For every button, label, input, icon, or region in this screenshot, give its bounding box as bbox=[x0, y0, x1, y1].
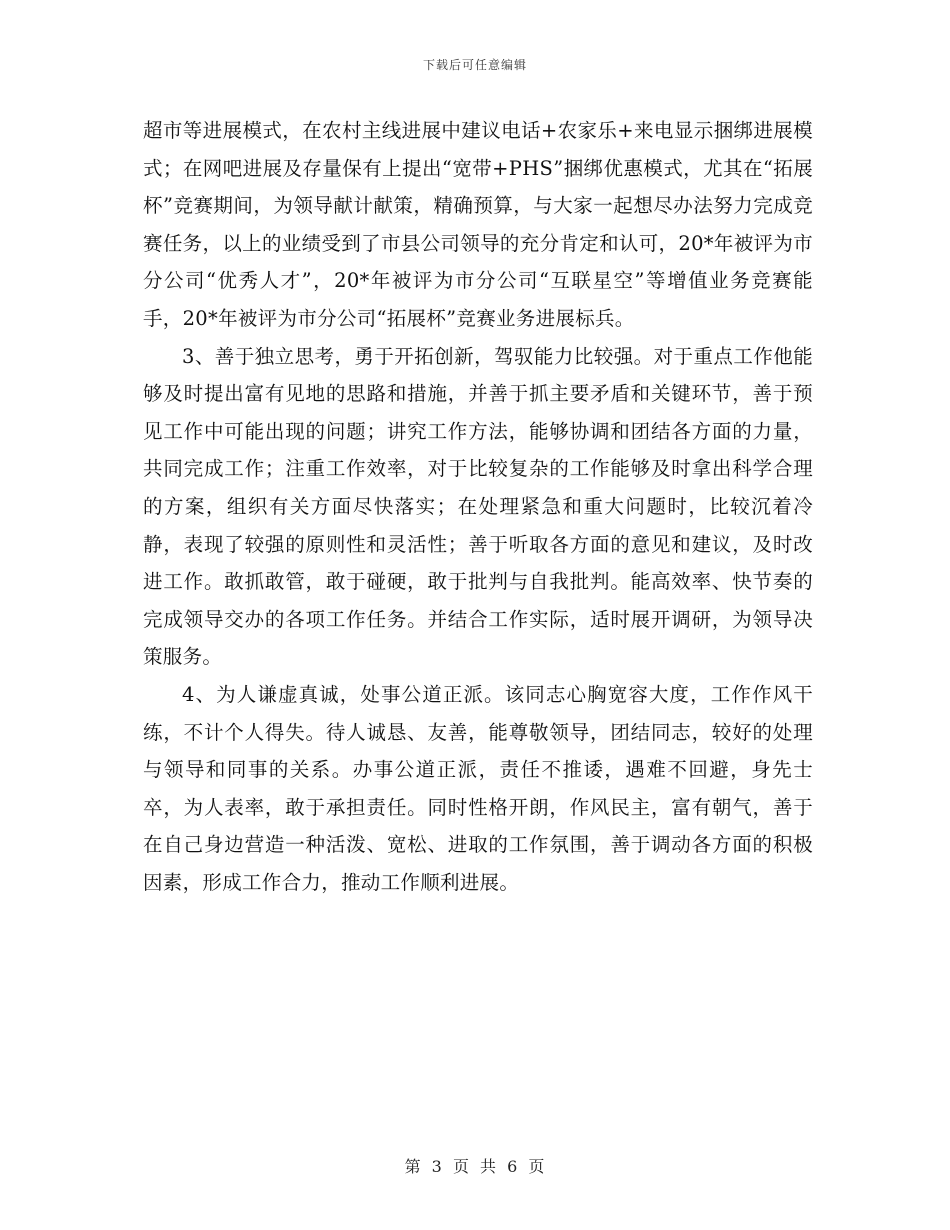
document-body bbox=[143, 112, 813, 901]
paragraph-item-4: 4、为人谦虚真诚，处事公道正派。该同志心胸宽容大度，工作作风干练，不计个人得失。待人诚恳、友善，能尊敬领导，团结同志，较好的处理与领导和同事的关系。办事公道正派，责任不推诿，遇难不回避，身先士卒，为人表率，敢于承担责任。同时性格开朗，作风民主，富有朝气，善于在自己身边营造一种活泼、宽松、进取的工作氛围，善于调动各方面的积极因素，形成工作合力，推动工作顺利进展。 bbox=[143, 682, 813, 894]
paragraph-continuation: 超市等进展模式，在农村主线进展中建议电话+农家乐+来电显示捆绑进展模式；在网吧进展及存量保有上提出“宽带+PHS”捆绑优惠模式，尤其在“拓展杯”竞赛期间，为领导献计献策，精确预算，与大家一起想尽办法努力完成竞赛任务，以上的业绩受到了市县公司领导的充分肯定和认可，20*年被评为市分公司“优秀人才”，20*年被评为市分公司“互联星空”等增值业务竞赛能手，20*年被评为市分公司“拓展杯”竞赛业务进展标兵。 bbox=[143, 119, 813, 330]
paragraph-item-3: 3、善于独立思考，勇于开拓创新，驾驭能力比较强。对于重点工作他能够及时提出富有见地的思路和措施，并善于抓主要矛盾和关键环节，善于预见工作中可能出现的问题；讲究工作方法，能够协调和团结各方面的力量，共同完成工作；注重工作效率，对于比较复杂的工作能够及时拿出科学合理的方案，组织有关方面尽快落实；在处理紧急和重大问题时，比较沉着冷静，表现了较强的原则性和灵活性；善于听取各方面的意见和建议，及时改进工作。敢抓敢管，敢于碰硬，敢于批判与自我批判。能高效率、快节奏的完成领导交办的各项工作任务。并结合工作实际，适时展开调研，为领导决策服务。 bbox=[143, 344, 813, 669]
page-header: 下载后可任意编辑 bbox=[422, 58, 527, 72]
page-number-footer: 第 3 页 共 6 页 bbox=[404, 1157, 546, 1176]
